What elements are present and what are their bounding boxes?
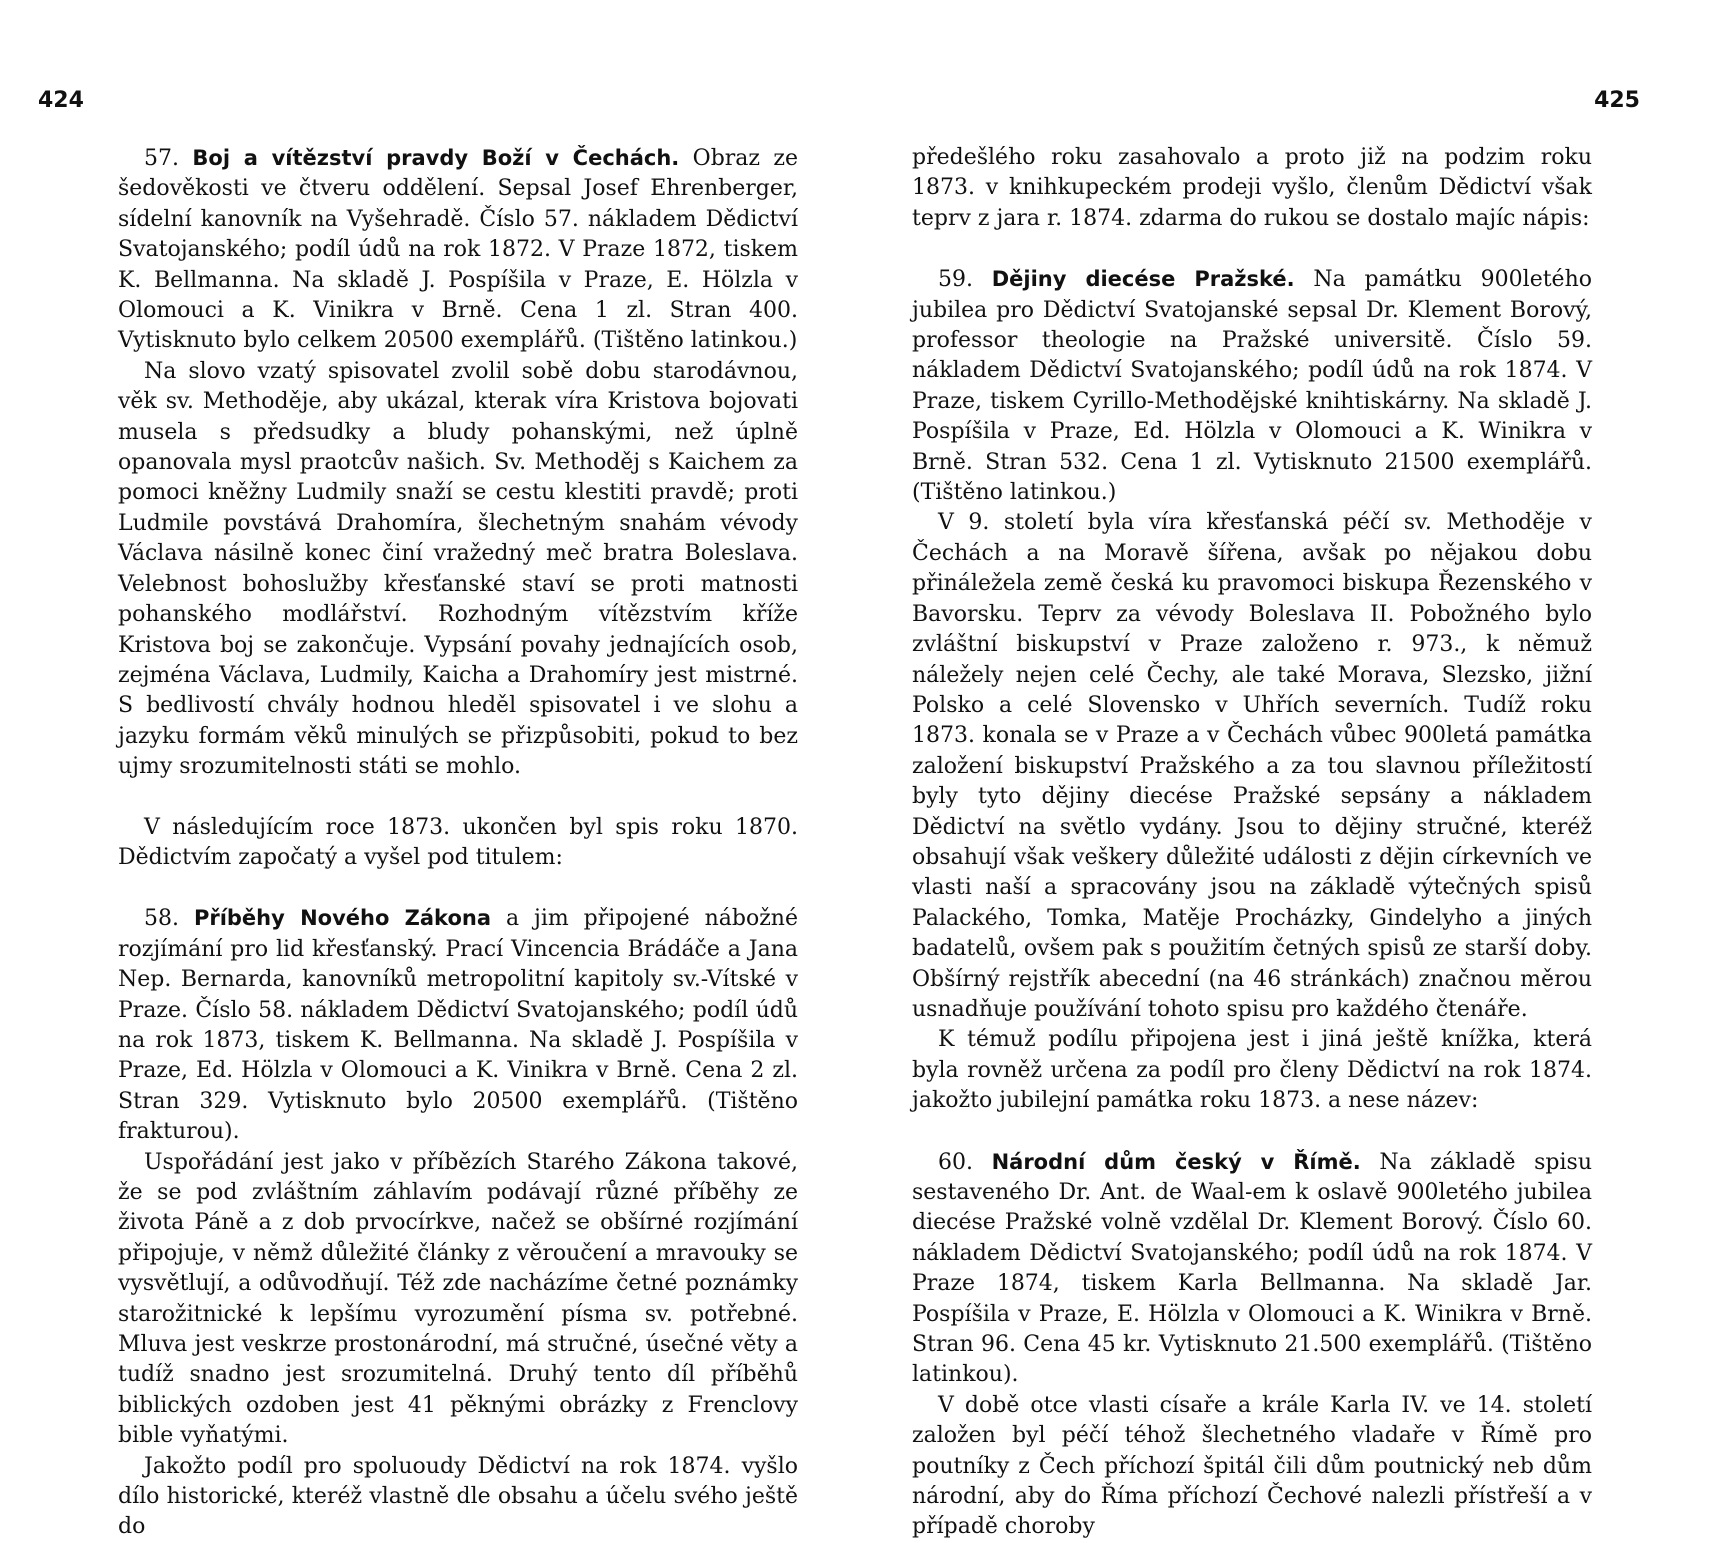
text-column xyxy=(912,143,1592,1543)
entry-body: Na základě spisu sestaveného Dr. Ant. de Waal-em k oslavě 900letého jubilea diecése Pražské volně vzdělal Dr. Klement Borový. Číslo 60. nákladem Dědictví Svatojanského; podíl údů na rok 1874. V Praze 1874, tiskem Karla Bellmanna. Na skladě Jar. Pospíšila v Praze, E. Hölzla v Olomouci a K. Winikra v Brně. Stran 96. Cena 45 kr. Vytisknuto 21.500 exemplářů. (Tištěno latinkou). xyxy=(912,1149,1592,1388)
entry-57 xyxy=(118,143,798,357)
entry-body: a jim připojené nábožné rozjímání pro lid křesťanský. Prací Vincencia Brádáče a Jana Nep. Bernarda, kanovníků metropolitní kapitoly sv.-Vítské v Praze. Číslo 58. nákladem Dědictví Svatojanského; podíl údů na rok 1873, tiskem K. Bellmanna. Na skladě J. Pospíšila v Praze, Ed. Hölzla v Olomouci a K. Vinikra v Brně. Cena 2 zl. Stran 329. Vytisknuto bylo 20500 exemplářů. (Tištěno frakturou). xyxy=(118,906,798,1145)
page-number: 424 xyxy=(38,88,84,113)
entry-description: K témuž podílu připojena jest i jiná ještě knížka, která byla rovněž určena za podíl pro členy Dědictví na rok 1874. jakožto jubilejní památka roku 1873. a nese název: xyxy=(912,1027,1592,1114)
entry-body: Obraz ze šedověkosti ve čtveru oddělení. Sepsal Josef Ehrenberger, sídelní kanovník na Vyšehradě. Číslo 57. nákladem Dědictví Svatojanského; podíl údů na rok 1872. V Praze 1872, tiskem K. Bellmanna. Na skladě J. Pospíšila v Praze, E. Hölzla v Olomouci a K. Vinikra v Brně. Cena 1 zl. Stran 400. Vytisknuto bylo celkem 20500 exemplářů. (Tištěno latinkou.) xyxy=(118,146,799,354)
entry-description: Uspořádání jest jako v příbězích Starého Zákona takové, že se pod zvláštním záhlavím podávají různé příběhy ze života Páně a z dob prvocírkve, načež se obšírné rozjímání připojuje, v němž důležité články z věroučení a mravouky se vysvětlují, a odůvodňují. Též zde nacházíme četné poznámky starožitnické k lepšímu vyrozumění písma sv. potřebné. Mluva jest veskrze prostonárodní, má stručné, úsečné věty a tudíž snadno jest srozumitelná. Druhý tento díl příběhů biblických ozdoben jest 41 pěknými obrázky z Frenclovy bible vyňatými. xyxy=(118,1149,798,1449)
entry-60 xyxy=(912,1147,1592,1391)
entry-title: Národní dům český v Římě. xyxy=(991,1149,1361,1174)
interlude-paragraph: V následujícím roce 1873. ukončen byl spis roku 1870. Dědictvím započatý a vyšel pod titulem: xyxy=(118,814,798,870)
right-page xyxy=(855,0,1710,1540)
entry-description: Na slovo vzatý spisovatel zvolil sobě dobu starodávnou, věk sv. Methoděje, aby ukázal, kterak víra Kristova bojovati musela s předsudky a bludy pohanskými, než úplně opanovala mysl praotcův našich. Sv. Methoděj s Kaichem za pomoci kněžny Ludmily snaží se cestu klestiti pravdě; proti Ludmile povstává Drahomíra, šlechetným snahám vévody Václava násilně konec činí vražedný meč bratra Boleslava. Velebnost bohoslužby křesťanské staví se proti matnosti pohanského modlářství. Rozhodným vítězstvím kříže Kristova boj se zakončuje. Vypsání povahy jednajících osob, zejména Václava, Ludmily, Kaicha a Drahomíry jest mistrné. S bedlivostí chvály hodnou hleděl spisovatel i ve slohu a jazyku formám věků minulých se přizpůsobiti, pokud to bez ujmy srozumitelnosti státi se mohlo. xyxy=(118,358,798,780)
entry-title: Boj a vítězství pravdy Boží v Čechách. xyxy=(192,146,680,170)
entry-title: Příběhy Nového Zákona xyxy=(193,906,491,931)
entry-description: V 9. století byla víra křesťanská péčí sv. Methoděje v Čechách a na Moravě šířena, avšak po nějakou dobu přináležela země česká ku pravomoci biskupa Řezenského v Bavorsku. Teprv za vévody Boleslava II. Pobožného bylo zvláštní biskupství v Praze založeno r. 973., k němuž náležely nejen celé Čechy, ale také Morava, Slezsko, jižní Polsko a celé Slovensko v Uhřích severních. Tudíž roku 1873. konala se v Praze a v Čechách vůbec 900letá památka založení biskupství Pražského a za tou slavnou příležitostí byly tyto dějiny diecése Pražské sepsány a nákladem Dědictví na světlo vydány. Jsou to dějiny stručné, kteréž obsahují však veškery důležité události z dějin církevních ve vlasti naší a spracovány jsou na základě výtečných spisů Palackého, Tomka, Matěje Procházky, Gindelyho a jiných badatelů, ovšem pak s použitím četných spisů ze starší doby. Obšírný rejstřík abecední (na 46 stránkách) značnou měrou usnadňuje používání tohoto spisu pro každého čtenáře. xyxy=(912,510,1592,1022)
entry-body: Na památku 900letého jubilea pro Dědictví Svatojanské sepsal Dr. Klement Borový, professor theologie na Pražské universitě. Číslo 59. nákladem Dědictví Svatojanského; podíl údů na rok 1874. V Praze, tiskem Cyrillo-Methodějské knihtiskárny. Na skladě J. Pospíšila v Praze, Ed. Hölzla v Olomouci a K. Winikra v Brně. Stran 532. Cena 1 zl. Vytisknuto 21500 exemplářů. (Tištěno latinkou.) xyxy=(912,267,1592,506)
closing-paragraph: Jakožto podíl pro spoluoudy Dědictví na rok 1874. vyšlo dílo historické, kteréž vlastně dle obsahu a účelu svého ještě do xyxy=(118,1453,798,1540)
entry-59 xyxy=(912,264,1592,508)
entry-number: 57. xyxy=(144,146,179,171)
entry-description: V době otce vlasti císaře a krále Karla IV. ve 14. století založen byl péčí téhož šlechetného vladaře v Římě pro poutníky z Čech příchozí špitál čili dům poutnický neb dům národní, aby do Říma příchozí Čechové nalezli přístřeší a v případě choroby xyxy=(912,1392,1592,1540)
entry-58 xyxy=(118,903,798,1147)
entry-number: 60. xyxy=(938,1149,973,1175)
left-page xyxy=(0,0,855,1540)
continuation-paragraph: předešlého roku zasahovalo a proto již na podzim roku 1873. v knihkupeckém prodeji vyšlo, členům Dědictví však teprv z jara r. 1874. zdarma do rukou se dostalo majíc nápis: xyxy=(912,145,1592,231)
entry-title: Dějiny diecése Pražské. xyxy=(991,267,1295,292)
text-column xyxy=(118,143,798,1543)
page-number: 425 xyxy=(1594,88,1640,113)
entry-number: 59. xyxy=(938,267,973,293)
entry-number: 58. xyxy=(144,906,179,932)
